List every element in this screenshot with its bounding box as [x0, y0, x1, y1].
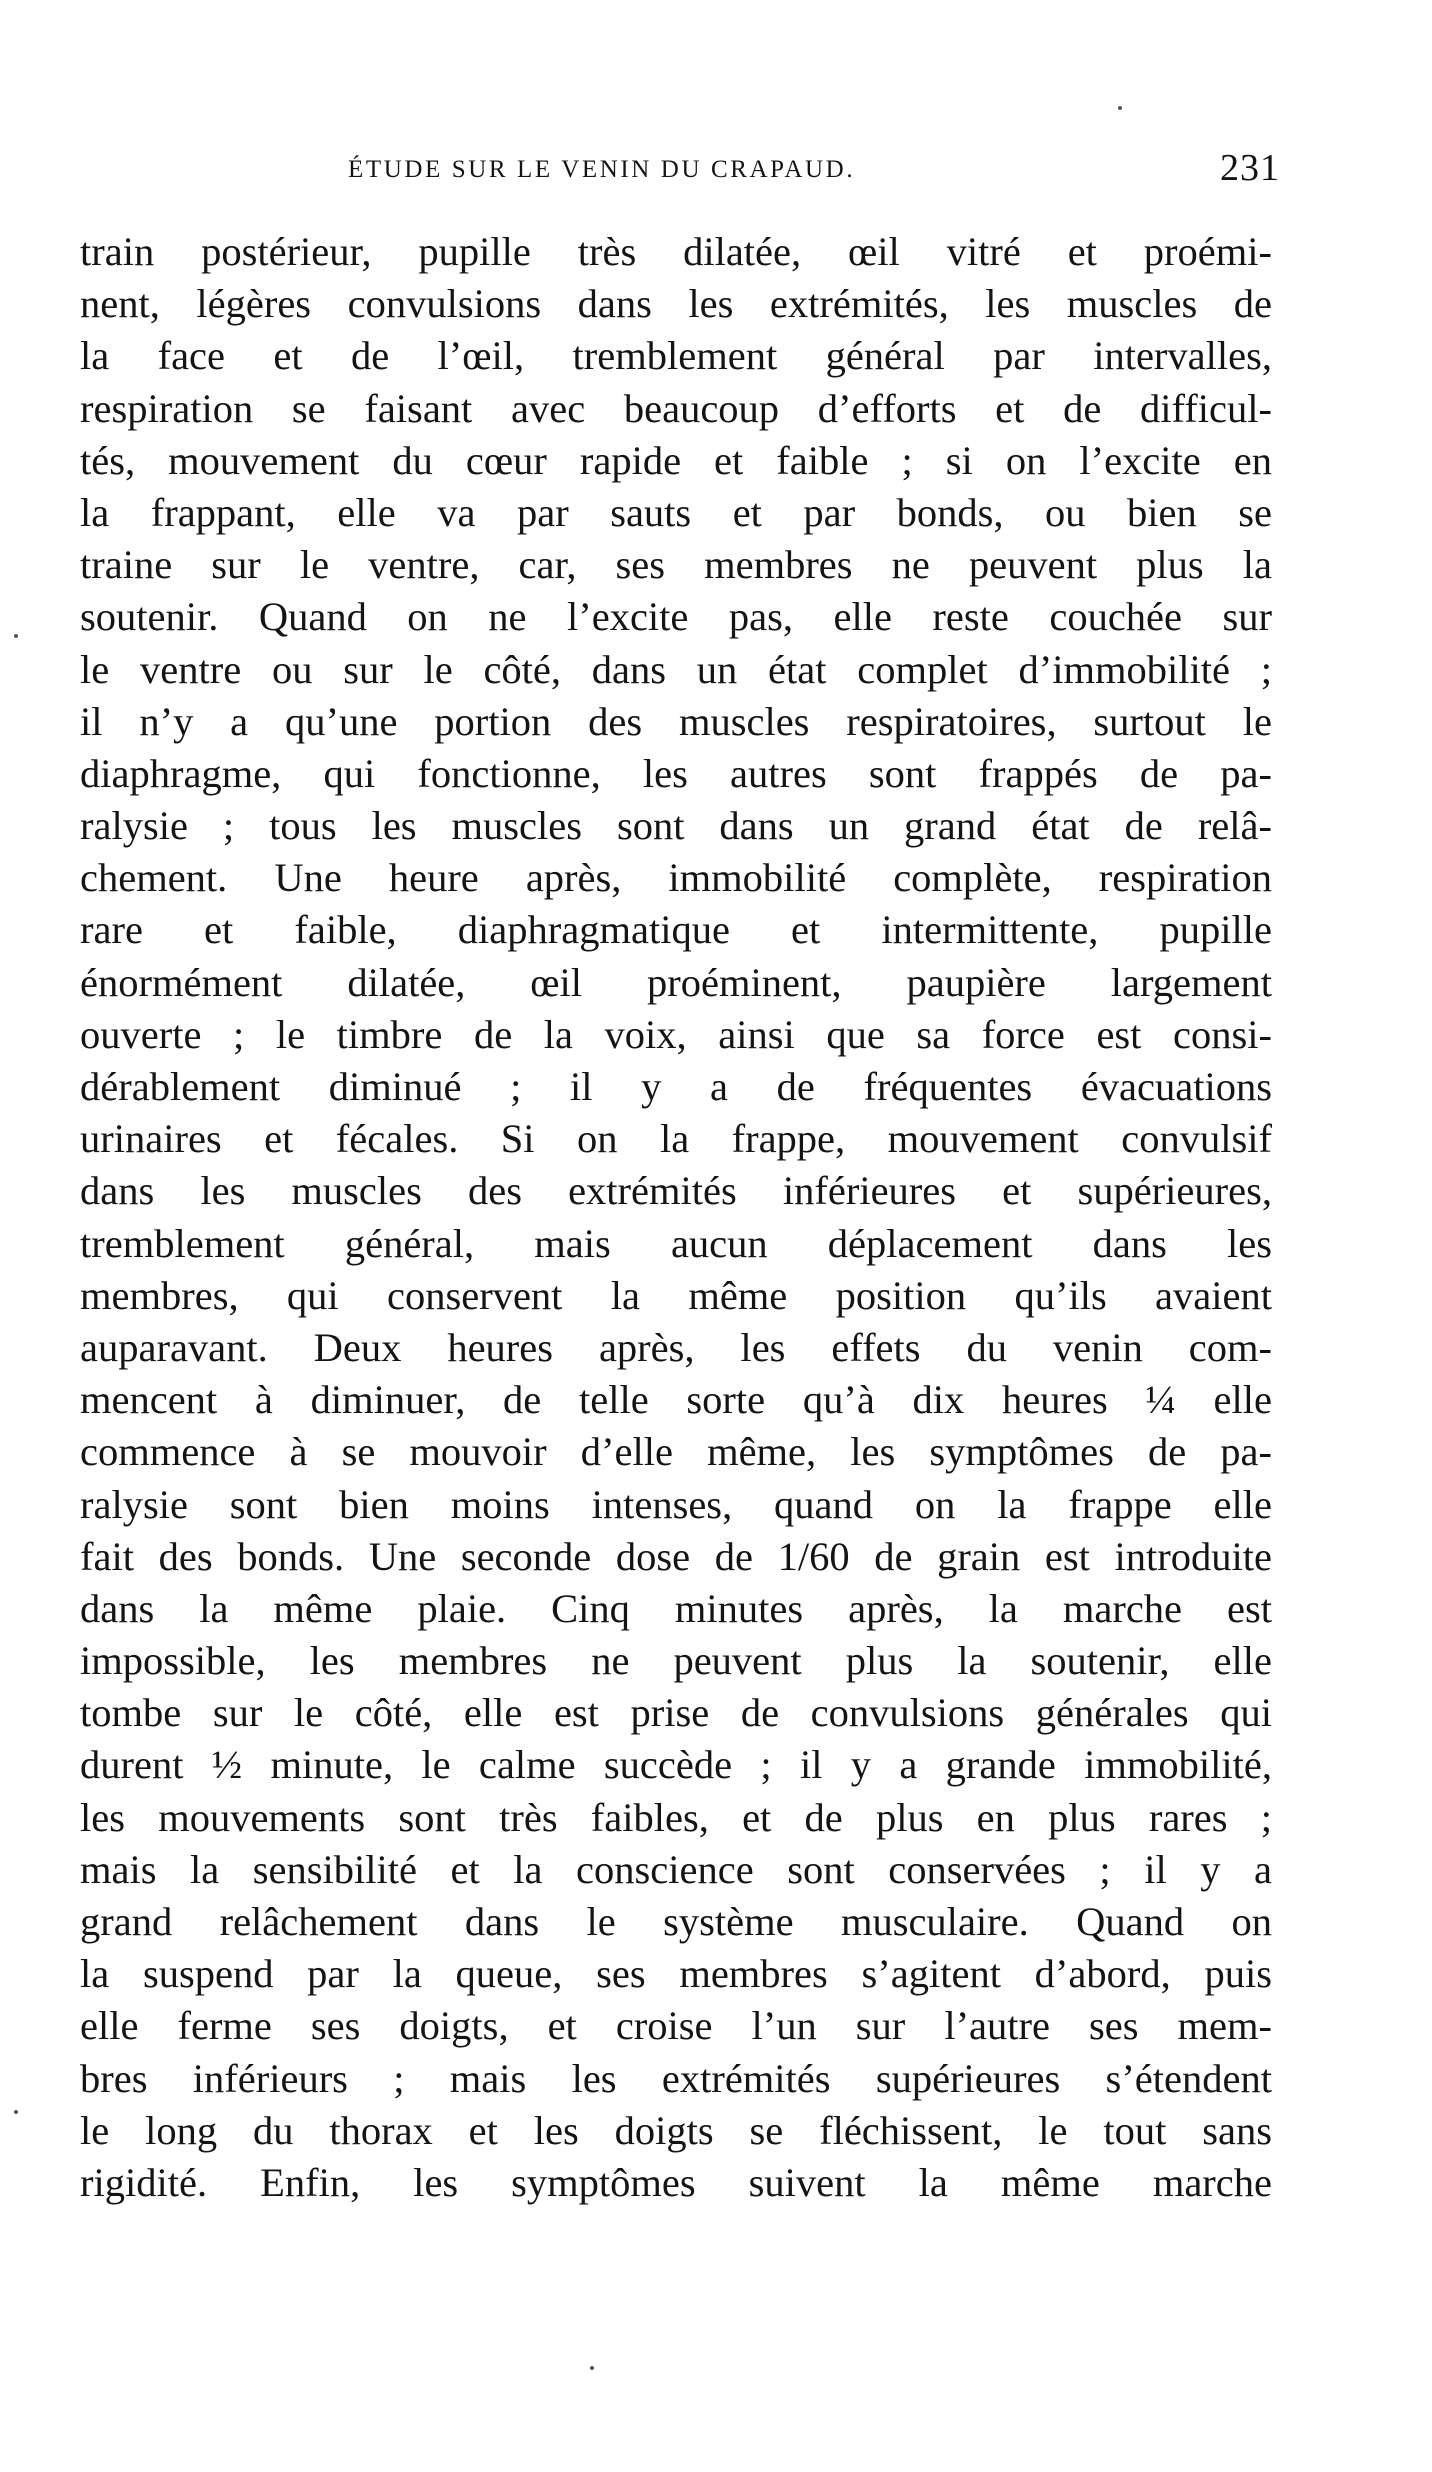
print-speck: [1118, 106, 1122, 110]
text-line: nent, légères convulsions dans les extrémités, les muscles de: [80, 281, 1272, 327]
print-speck: [14, 634, 18, 638]
text-line: diaphragme, qui fonctionne, les autres sont frappés de pa-: [80, 750, 1272, 796]
page-number: 231: [1220, 147, 1280, 189]
text-line: mais la sensibilité et la conscience sont conservées ; il y a: [80, 1846, 1272, 1892]
text-line: bres inférieurs ; mais les extrémités supérieures s’étendent: [80, 2055, 1272, 2101]
text-line: il n’y a qu’une portion des muscles respiratoires, surtout le: [80, 698, 1272, 744]
text-line: ralysie ; tous les muscles sont dans un grand état de relâ-: [80, 803, 1272, 849]
text-line: la frappant, elle va par sauts et par bonds, ou bien se: [80, 489, 1272, 535]
text-line: dans la même plaie. Cinq minutes après, la marche est: [80, 1585, 1272, 1631]
text-line: les mouvements sont très faibles, et de plus en plus rares ;: [80, 1794, 1272, 1840]
text-line: impossible, les membres ne peuvent plus la soutenir, elle: [80, 1638, 1272, 1684]
text-line: le long du thorax et les doigts se fléchissent, le tout sans: [80, 2107, 1272, 2153]
running-head: [80, 146, 1280, 196]
text-line: elle ferme ses doigts, et croise l’un sur l’autre ses mem-: [80, 2003, 1272, 2049]
text-line: fait des bonds. Une seconde dose de 1/60 de grain est introduite: [80, 1533, 1272, 1579]
text-line: tombe sur le côté, elle est prise de convulsions générales qui: [80, 1690, 1272, 1736]
text-line: traine sur le ventre, car, ses membres ne peuvent plus la: [80, 542, 1272, 588]
text-line: grand relâchement dans le système musculaire. Quand on: [80, 1899, 1272, 1944]
text-line: tremblement général, mais aucun déplacement dans les: [80, 1220, 1272, 1266]
text-line: le ventre ou sur le côté, dans un état complet d’immobilité ;: [80, 646, 1272, 692]
text-line: rare et faible, diaphragmatique et intermittente, pupille: [80, 907, 1272, 953]
print-speck: [590, 2366, 594, 2370]
text-line: membres, qui conservent la même position qu’ils avaient: [80, 1272, 1272, 1318]
text-line: durent ½ minute, le calme succède ; il y a grande immobilité,: [80, 1742, 1272, 1788]
text-line: dans les muscles des extrémités inférieures et supérieures,: [80, 1168, 1272, 1214]
text-line: respiration se faisant avec beaucoup d’efforts et de difficul-: [80, 385, 1272, 431]
text-line: la suspend par la queue, ses membres s’agitent d’abord, puis: [80, 1951, 1272, 1997]
text-line: auparavant. Deux heures après, les effets du venin com-: [80, 1324, 1272, 1370]
text-line: soutenir. Quand on ne l’excite pas, elle reste couchée sur: [80, 594, 1272, 640]
print-speck: [14, 2110, 18, 2114]
text-line: commence à se mouvoir d’elle même, les symptômes de pa-: [80, 1429, 1272, 1475]
running-title: ÉTUDE SUR LE VENIN DU CRAPAUD.: [348, 156, 856, 183]
text-line: chement. Une heure après, immobilité complète, respiration: [80, 855, 1272, 901]
text-line: train postérieur, pupille très dilatée, œil vitré et proémi-: [80, 229, 1272, 274]
text-line: ouverte ; le timbre de la voix, ainsi que sa force est consi-: [80, 1011, 1272, 1057]
text-line: énormément dilatée, œil proéminent, paupière largement: [80, 959, 1272, 1005]
text-line: tés, mouvement du cœur rapide et faible ; si on l’excite en: [80, 437, 1272, 483]
body-text: [80, 226, 1272, 2209]
text-line: la face et de l’œil, tremblement général par intervalles,: [80, 333, 1272, 379]
text-line: rigidité. Enfin, les symptômes suivent la même marche: [80, 2159, 1272, 2205]
text-line: urinaires et fécales. Si on la frappe, mouvement convulsif: [80, 1116, 1272, 1162]
text-line: mencent à diminuer, de telle sorte qu’à dix heures ¼ elle: [80, 1377, 1272, 1423]
text-line: dérablement diminué ; il y a de fréquentes évacuations: [80, 1064, 1272, 1109]
text-line: ralysie sont bien moins intenses, quand on la frappe elle: [80, 1481, 1272, 1527]
